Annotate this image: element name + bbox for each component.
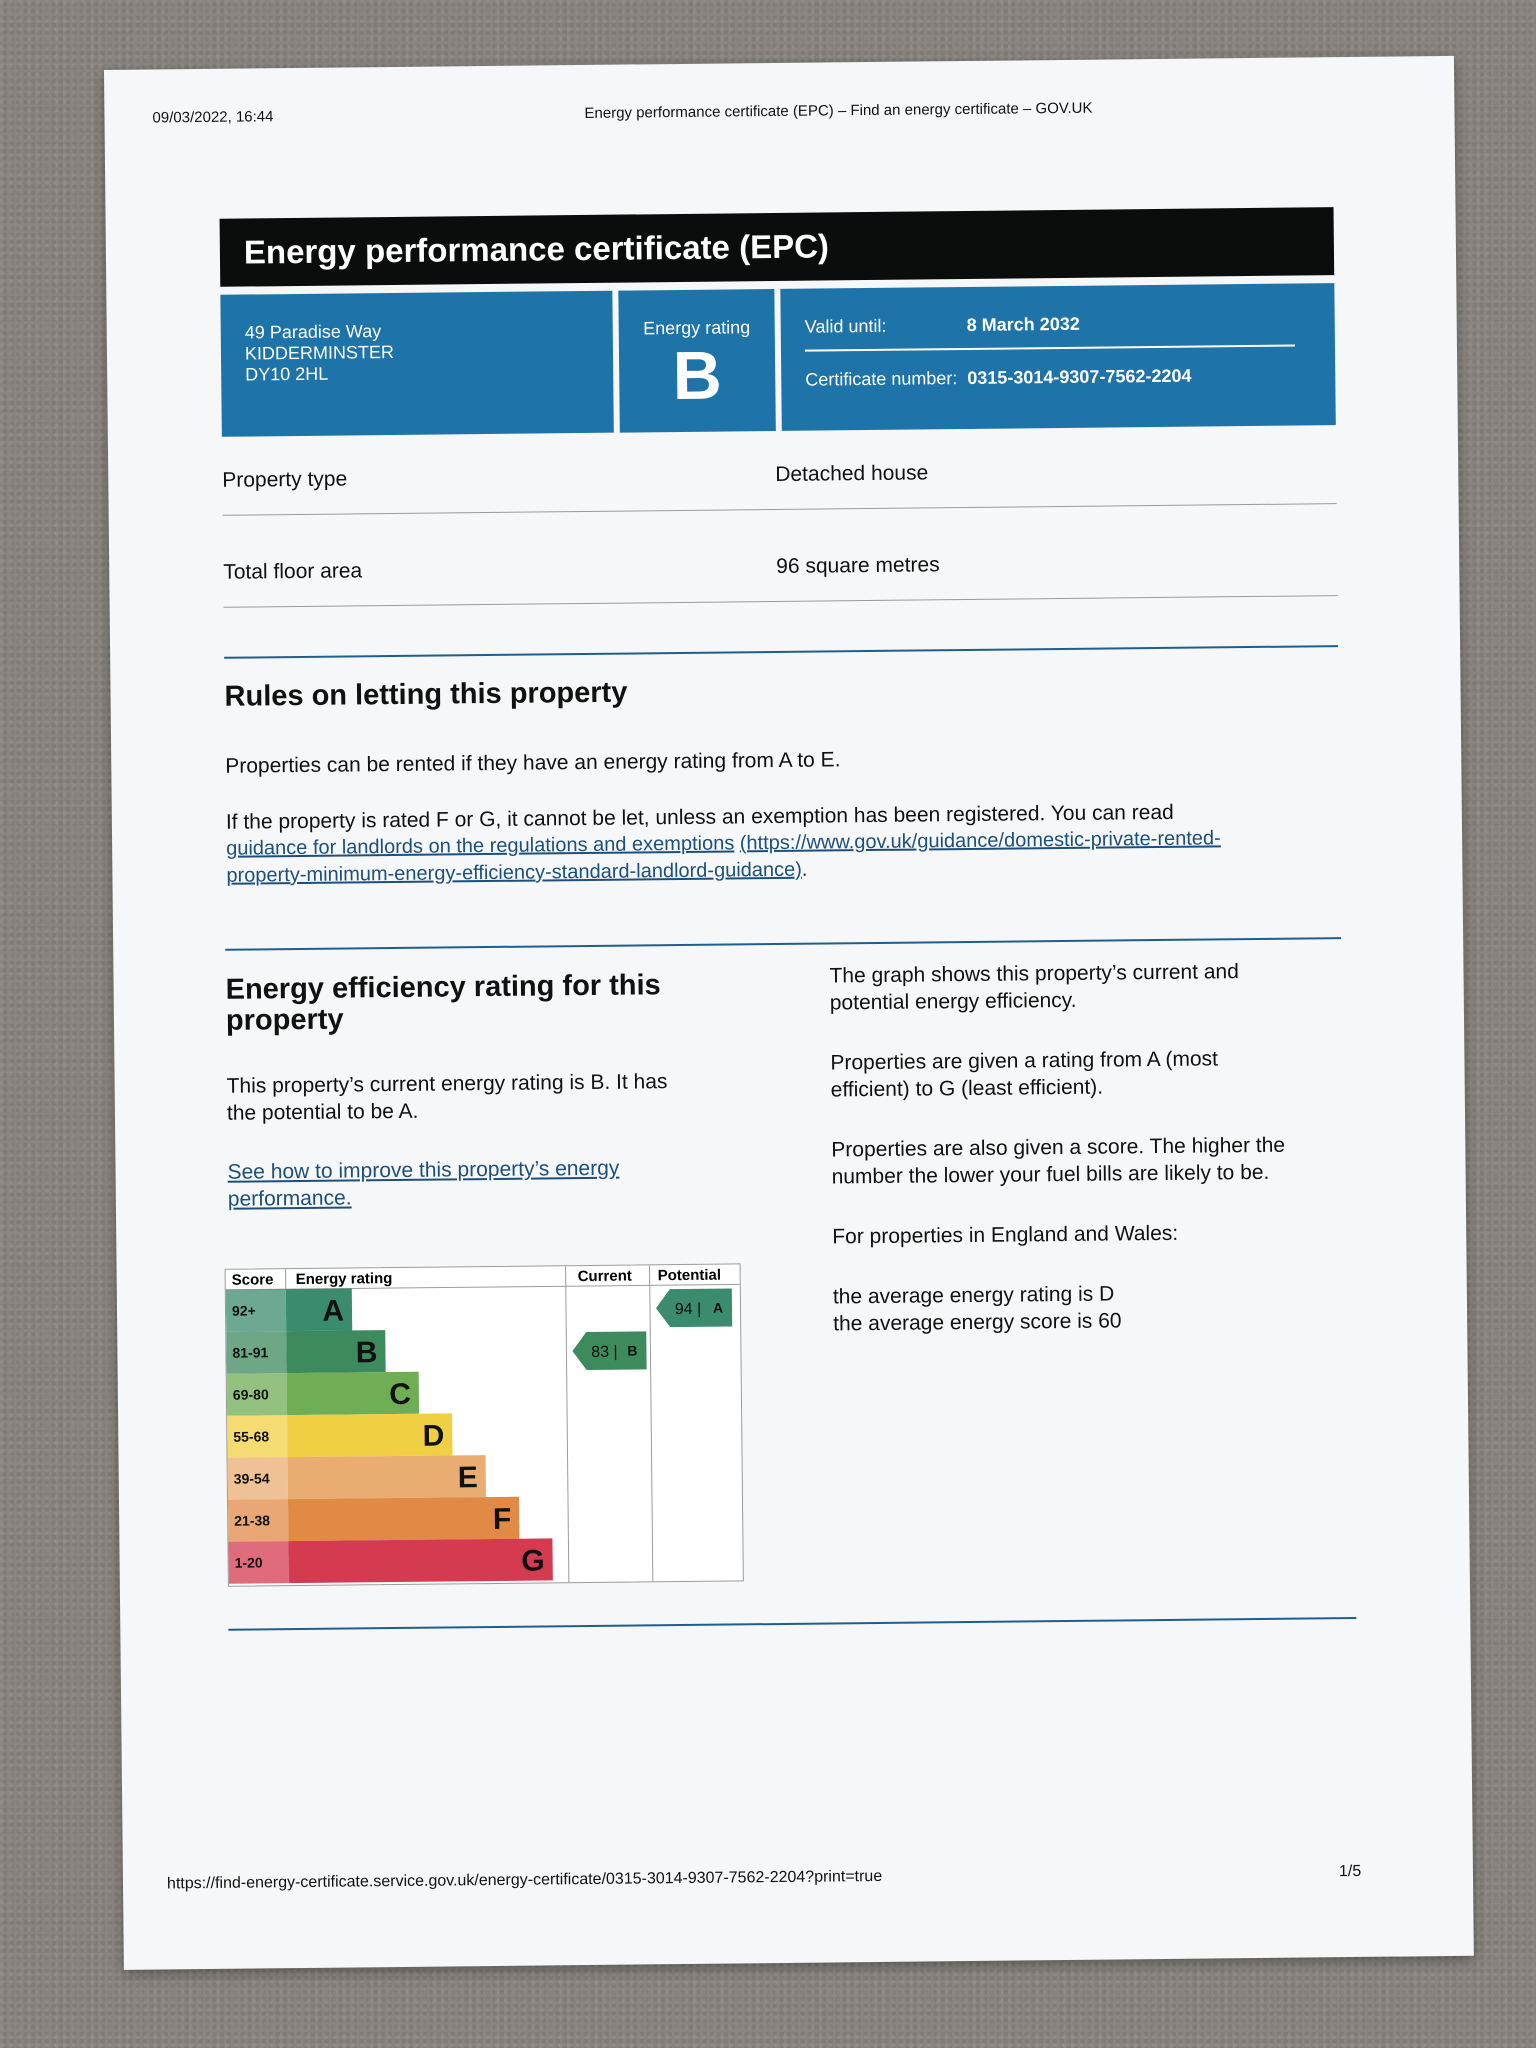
explanation-line: Properties are given a rating from A (most <box>830 1047 1219 1075</box>
property-type-value: Detached house <box>775 461 929 486</box>
letting-paragraph-2 <box>226 797 1357 890</box>
graph-explanation <box>829 957 1353 1337</box>
current-rating-score: 83 | <box>591 1343 618 1361</box>
explanation-line: The graph shows this property’s current and <box>829 960 1239 988</box>
band-letter-a: A <box>322 1294 345 1328</box>
landlord-guidance-link[interactable]: guidance for landlords on the regulations and exemptions <box>226 832 735 860</box>
efficiency-text-line-2: the potential to be A. <box>226 1099 419 1125</box>
landlord-guidance-url-cont[interactable]: property-minimum-energy-efficiency-standard-landlord-guidance) <box>226 858 802 887</box>
potential-rating-letter: A <box>712 1299 724 1316</box>
floor-area-value: 96 square metres <box>776 553 940 578</box>
chart-grid-line <box>566 1266 569 1582</box>
band-letter-d: D <box>422 1419 445 1453</box>
band-letter-g: G <box>521 1544 545 1578</box>
letting-text: If the property is rated F or G, it cannot be let, unless an exemption has been registered. You can read <box>225 800 1174 834</box>
efficiency-heading-line-1: Energy efficiency rating for this <box>225 969 661 1006</box>
energy-rating-box <box>618 289 775 433</box>
potential-rating-score: 94 | <box>674 1300 702 1319</box>
address-line-2: KIDDERMINSTER <box>244 341 395 364</box>
page-number: 1/5 <box>1338 1862 1362 1881</box>
footer-url: https://find-energy-certificate.service.gov.uk/energy-certificate/0315-3014-9307-7562-2204?print=true <box>166 1867 883 1893</box>
certificate-number-label: Certificate number: <box>805 368 958 390</box>
floor-area-row <box>223 549 1337 584</box>
floor-area-label: Total floor area <box>223 559 363 584</box>
explanation-line: For properties in England and Wales: <box>832 1221 1179 1249</box>
band-bar-f <box>288 1497 519 1541</box>
period: . <box>801 858 808 881</box>
band-letter-c: C <box>389 1377 412 1412</box>
band-bar-e <box>288 1455 486 1499</box>
divider <box>224 595 1338 608</box>
letting-heading: Rules on letting this property <box>224 676 628 713</box>
band-score-c: 69-80 <box>232 1386 269 1403</box>
printed-page <box>104 56 1474 1970</box>
band-score-a: 92+ <box>231 1302 256 1319</box>
address-box <box>220 291 613 437</box>
improve-link-block <box>227 1155 619 1213</box>
validity-divider <box>805 345 1295 352</box>
improve-performance-link[interactable]: See how to improve this property’s energy <box>227 1156 620 1184</box>
certificate-title: Energy performance certificate (EPC) <box>220 207 1335 287</box>
address-line-3: DY10 2HL <box>245 363 329 385</box>
average-rating-text: the average energy rating is D <box>832 1282 1115 1309</box>
band-score-b: 81-91 <box>232 1344 269 1361</box>
chart-header-score: Score <box>231 1271 274 1289</box>
landlord-guidance-url[interactable]: (https://www.gov.uk/guidance/domestic-private-rented- <box>739 827 1221 855</box>
property-type-label: Property type <box>222 467 348 492</box>
energy-rating-graph <box>226 1264 743 1585</box>
explanation-line: potential energy efficiency. <box>829 988 1077 1015</box>
band-score-e: 39-54 <box>233 1470 270 1487</box>
chart-grid-line <box>650 1265 653 1581</box>
band-score-g: 1-20 <box>234 1554 263 1571</box>
certificate-number-value: 0315-3014-9307-7562-2204 <box>967 365 1192 388</box>
address-line-1: 49 Paradise Way <box>244 321 382 343</box>
explanation-line: Properties are also given a score. The higher the <box>831 1133 1286 1162</box>
average-score-text: the average energy score is 60 <box>833 1309 1122 1336</box>
band-letter-f: F <box>492 1502 512 1537</box>
letting-paragraph-1: Properties can be rented if they have an energy rating from A to E. <box>225 748 841 778</box>
print-datetime: 09/03/2022, 16:44 <box>152 108 274 127</box>
validity-box <box>780 283 1335 431</box>
efficiency-heading-line-2: property <box>225 1003 344 1037</box>
energy-rating-letter: B <box>672 337 723 415</box>
section-divider <box>228 1617 1356 1631</box>
valid-until-label: Valid until: <box>804 315 887 337</box>
chart-header-rating: Energy rating <box>295 1270 393 1289</box>
chart-header-potential: Potential <box>657 1266 722 1285</box>
divider <box>223 503 1337 516</box>
efficiency-heading <box>225 970 661 1037</box>
improve-performance-link-cont[interactable]: performance. <box>227 1186 352 1211</box>
section-divider <box>224 645 1338 659</box>
band-score-f: 21-38 <box>234 1512 271 1529</box>
property-type-row <box>222 457 1336 492</box>
energy-rating-chart <box>225 1263 744 1586</box>
letting-section <box>224 677 627 714</box>
explanation-line: efficient) to G (least efficient). <box>830 1075 1104 1102</box>
current-rating-letter: B <box>627 1342 638 1359</box>
band-score-d: 55-68 <box>233 1428 270 1445</box>
print-doc-title: Energy performance certificate (EPC) – Find an energy certificate – GOV.UK <box>584 99 1093 122</box>
efficiency-paragraph <box>227 1068 668 1127</box>
energy-rating-label: Energy rating <box>643 317 751 339</box>
efficiency-text-line-1: This property’s current energy rating is B. It has <box>226 1070 668 1098</box>
band-letter-e: E <box>457 1461 478 1495</box>
section-divider <box>225 937 1341 951</box>
band-letter-b: B <box>355 1336 378 1370</box>
explanation-line: number the lower your fuel bills are likely to be. <box>831 1160 1270 1189</box>
chart-header-current: Current <box>577 1267 632 1286</box>
band-bar-g <box>288 1538 552 1583</box>
valid-until-value: 8 March 2032 <box>966 313 1080 335</box>
